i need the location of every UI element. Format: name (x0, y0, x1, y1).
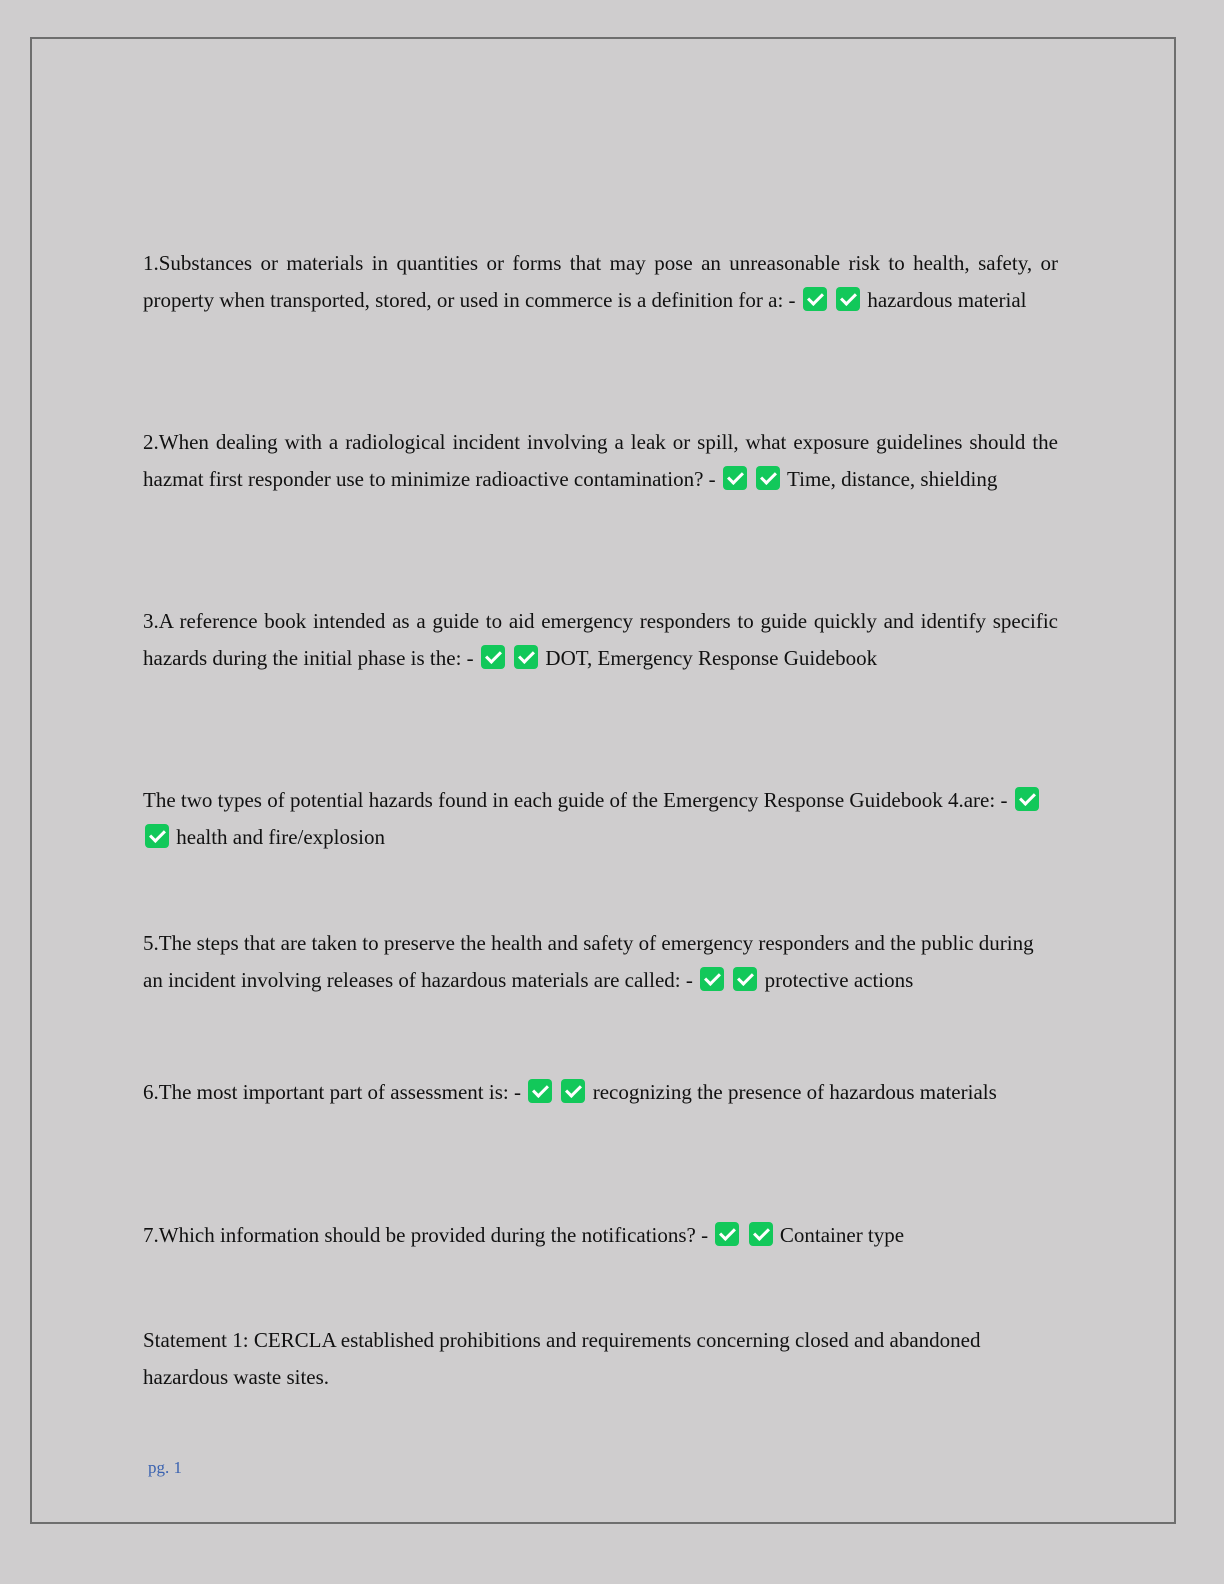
check-icon (733, 967, 757, 991)
question-3 (143, 603, 1058, 677)
question-2 (143, 424, 1058, 498)
question-text: 5.The steps that are taken to preserve the health and safety of emergency responders and the public during an incident involving releases of hazardous materials are called: - (143, 931, 1034, 992)
question-text: 7.Which information should be provided during the notifications? - (143, 1223, 709, 1247)
check-icon (803, 287, 827, 311)
answer-text: recognizing the presence of hazardous materials (592, 1080, 997, 1104)
check-icon (723, 466, 747, 490)
statement-1: Statement 1: CERCLA established prohibitions and requirements concerning closed and abandoned hazardous waste sites. (143, 1328, 981, 1389)
question-1 (143, 245, 1058, 319)
answer-text: DOT, Emergency Response Guidebook (545, 646, 878, 670)
answer-text: protective actions (764, 968, 914, 992)
question-text: 6.The most important part of assessment is: - (143, 1080, 521, 1104)
answer-text: hazardous material (867, 288, 1027, 312)
check-icon (715, 1222, 739, 1246)
check-icon (749, 1222, 773, 1246)
question-7 (143, 1217, 1058, 1254)
check-icon (145, 824, 169, 848)
page-number: pg. 1 (148, 1458, 182, 1477)
question-text: 2.When dealing with a radiological incident involving a leak or spill, what exposure guidelines should the hazmat first responder use to minimize radioactive contamination? - (143, 430, 1058, 491)
question-text: The two types of potential hazards found in each guide of the Emergency Response Guidebook 4.are: - (143, 788, 1008, 812)
question-6 (143, 1074, 1058, 1111)
question-4 (143, 782, 1058, 856)
check-icon (481, 645, 505, 669)
check-icon (836, 287, 860, 311)
check-icon (756, 466, 780, 490)
answer-text: Container type (779, 1223, 905, 1247)
check-icon (528, 1079, 552, 1103)
check-icon (1015, 787, 1039, 811)
answer-text: health and fire/explosion (176, 825, 386, 849)
check-icon (514, 645, 538, 669)
question-text: 1.Substances or materials in quantities or forms that may pose an unreasonable risk to health, safety, or property when transported, stored, or used in commerce is a definition for a: - (143, 251, 1058, 312)
check-icon (561, 1079, 585, 1103)
question-5 (143, 925, 1058, 999)
question-text: 3.A reference book intended as a guide to aid emergency responders to guide quickly and identify specific hazards during the initial phase is the: - (143, 609, 1058, 670)
check-icon (700, 967, 724, 991)
answer-text: Time, distance, shielding (787, 467, 998, 491)
